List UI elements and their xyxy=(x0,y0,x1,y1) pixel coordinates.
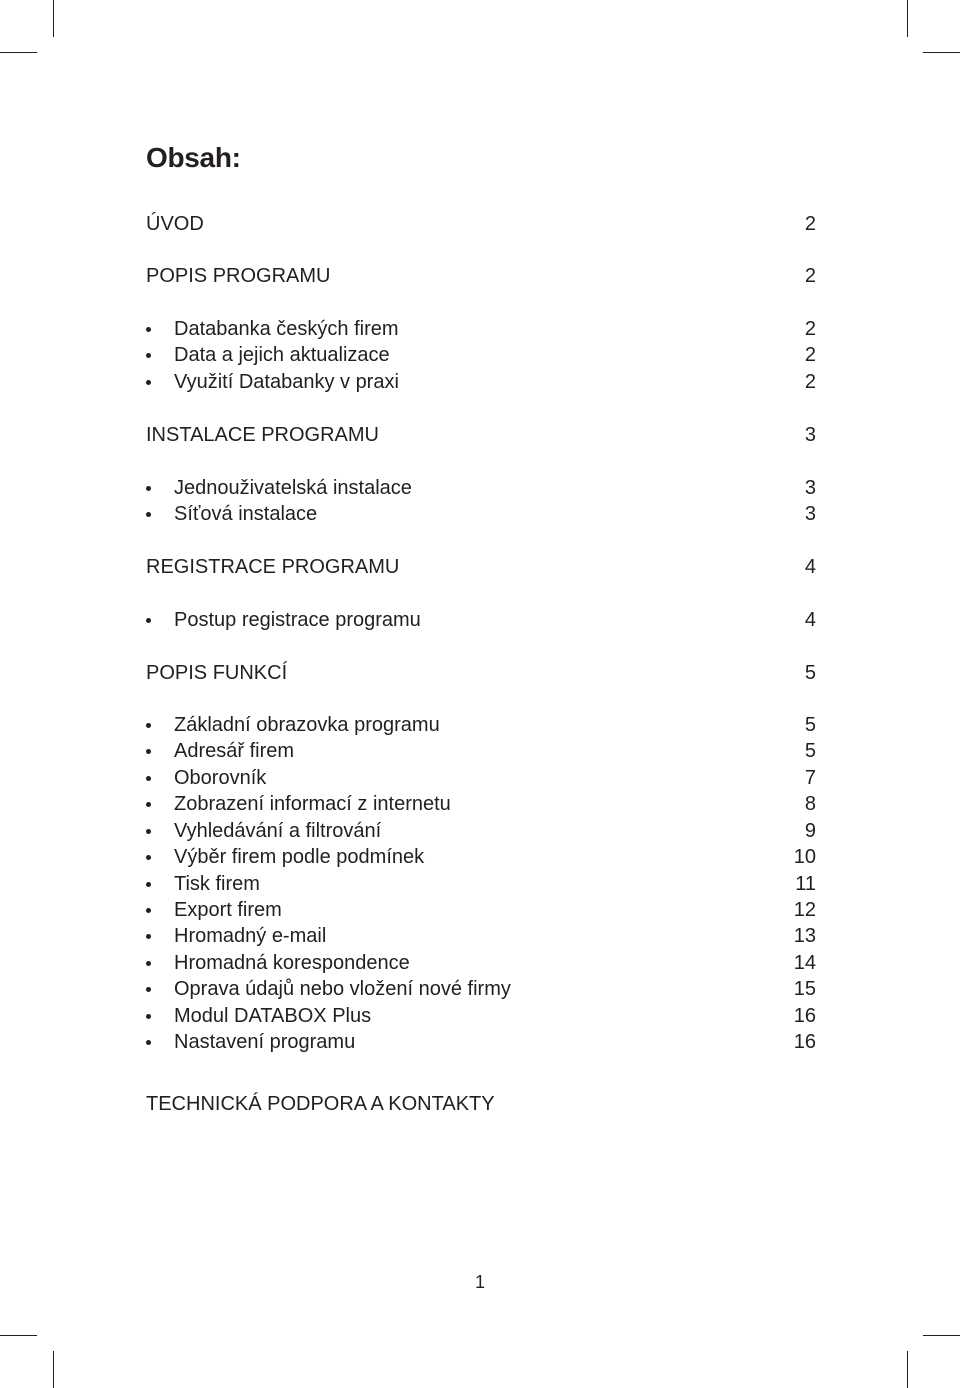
toc-label: Postup registrace programu xyxy=(174,609,421,631)
toc-subentry xyxy=(146,1029,816,1055)
toc-subentry xyxy=(146,923,816,949)
toc-label: REGISTRACE PROGRAMU xyxy=(146,556,400,578)
toc-label: Vyhledávání a filtrování xyxy=(174,820,382,842)
toc-page-number: 7 xyxy=(804,767,816,789)
toc-subentry xyxy=(146,369,816,395)
toc-label: Oborovník xyxy=(174,767,267,789)
crop-mark-bottom-right-vertical xyxy=(907,1351,908,1388)
toc-label: Jednouživatelská instalace xyxy=(174,477,412,499)
bullet-icon xyxy=(146,749,151,754)
toc-subentry xyxy=(146,791,816,817)
toc-label: Síťová instalace xyxy=(174,503,318,525)
toc-label: Modul DATABOX Plus xyxy=(174,1005,372,1027)
toc-label: Výběr firem podle podmínek xyxy=(174,846,425,868)
toc-page-number: 4 xyxy=(804,609,816,631)
toc-label: Oprava údajů nebo vložení nové firmy xyxy=(174,978,511,1000)
toc-page-number: 2 xyxy=(804,344,816,366)
crop-mark-top-right-horizontal xyxy=(923,52,960,53)
toc-subentry xyxy=(146,1003,816,1029)
toc-section xyxy=(146,660,816,686)
bullet-icon xyxy=(146,987,151,992)
toc-label: Zobrazení informací z internetu xyxy=(174,793,451,815)
bullet-icon xyxy=(146,353,151,358)
crop-mark-top-right-vertical xyxy=(907,0,908,37)
toc-label: TECHNICKÁ PODPORA A KONTAKTY xyxy=(146,1093,495,1115)
bullet-icon xyxy=(146,486,151,491)
bullet-icon xyxy=(146,512,151,517)
bullet-icon xyxy=(146,802,151,807)
toc-page-number: 3 xyxy=(804,424,816,446)
toc-label: Databanka českých firem xyxy=(174,318,399,340)
toc-page-number: 8 xyxy=(804,793,816,815)
toc-section xyxy=(146,422,816,448)
toc-label: POPIS FUNKCÍ xyxy=(146,662,288,684)
toc-page-number: 15 xyxy=(793,978,816,1000)
toc-subentry xyxy=(146,976,816,1002)
bullet-icon xyxy=(146,723,151,728)
toc-label: Využití Databanky v praxi xyxy=(174,371,399,393)
bullet-icon xyxy=(146,934,151,939)
toc-subentry xyxy=(146,871,816,897)
bullet-icon xyxy=(146,327,151,332)
toc-page-number: 2 xyxy=(804,318,816,340)
toc-subentry xyxy=(146,765,816,791)
toc-label: Základní obrazovka programu xyxy=(174,714,440,736)
page-title: Obsah: xyxy=(146,142,241,173)
toc-label: Adresář firem xyxy=(174,740,295,762)
bullet-icon xyxy=(146,1014,151,1019)
toc-subentry xyxy=(146,501,816,527)
toc-label: Tisk firem xyxy=(174,873,260,895)
toc-section xyxy=(146,263,816,289)
bullet-icon xyxy=(146,855,151,860)
toc-subentry xyxy=(146,316,816,342)
bullet-icon xyxy=(146,776,151,781)
toc-subentry xyxy=(146,950,816,976)
toc-page-number: 2 xyxy=(804,371,816,393)
toc-subentry xyxy=(146,818,816,844)
crop-mark-top-left-horizontal xyxy=(0,52,37,53)
toc-label: Hromadná korespondence xyxy=(174,952,410,974)
page-number: 1 xyxy=(474,1272,485,1292)
toc-subentry xyxy=(146,607,816,633)
toc-page-number: 13 xyxy=(793,925,816,947)
toc-page-number: 2 xyxy=(804,213,816,235)
crop-mark-bottom-left-horizontal xyxy=(0,1335,37,1336)
bullet-icon xyxy=(146,882,151,887)
bullet-icon xyxy=(146,961,151,966)
toc-subentry xyxy=(146,342,816,368)
toc-page-number: 12 xyxy=(793,899,816,921)
toc-page-number: 4 xyxy=(804,556,816,578)
toc-section xyxy=(146,1091,816,1117)
crop-mark-bottom-left-vertical xyxy=(53,1351,54,1388)
toc-page-number: 9 xyxy=(804,820,816,842)
toc-label: Hromadný e-mail xyxy=(174,925,327,947)
toc-page-number: 2 xyxy=(804,265,816,287)
crop-mark-bottom-right-horizontal xyxy=(923,1335,960,1336)
toc-section xyxy=(146,554,816,580)
toc-page-number: 10 xyxy=(793,846,816,868)
toc-page-number: 14 xyxy=(793,952,816,974)
toc-label: Data a jejich aktualizace xyxy=(174,344,390,366)
toc-label: INSTALACE PROGRAMU xyxy=(146,424,379,446)
toc-page-number: 16 xyxy=(793,1031,816,1053)
toc-label: POPIS PROGRAMU xyxy=(146,265,331,287)
toc-page-number: 5 xyxy=(804,714,816,736)
toc-page-number: 5 xyxy=(804,662,816,684)
toc-label: ÚVOD xyxy=(146,213,204,235)
bullet-icon xyxy=(146,1040,151,1045)
toc-subentry xyxy=(146,738,816,764)
toc-section xyxy=(146,211,816,237)
toc-subentry xyxy=(146,844,816,870)
bullet-icon xyxy=(146,380,151,385)
bullet-icon xyxy=(146,908,151,913)
toc-page-number: 11 xyxy=(795,873,816,895)
toc-subentry xyxy=(146,475,816,501)
toc-label: Export firem xyxy=(174,899,282,921)
toc-page-number: 3 xyxy=(804,477,816,499)
toc-page-number: 5 xyxy=(804,740,816,762)
toc-page-number: 3 xyxy=(804,503,816,525)
crop-mark-top-left-vertical xyxy=(53,0,54,37)
toc-subentry xyxy=(146,897,816,923)
bullet-icon xyxy=(146,618,151,623)
toc-page-number: 16 xyxy=(793,1005,816,1027)
bullet-icon xyxy=(146,829,151,834)
toc-subentry xyxy=(146,712,816,738)
toc-label: Nastavení programu xyxy=(174,1031,356,1053)
